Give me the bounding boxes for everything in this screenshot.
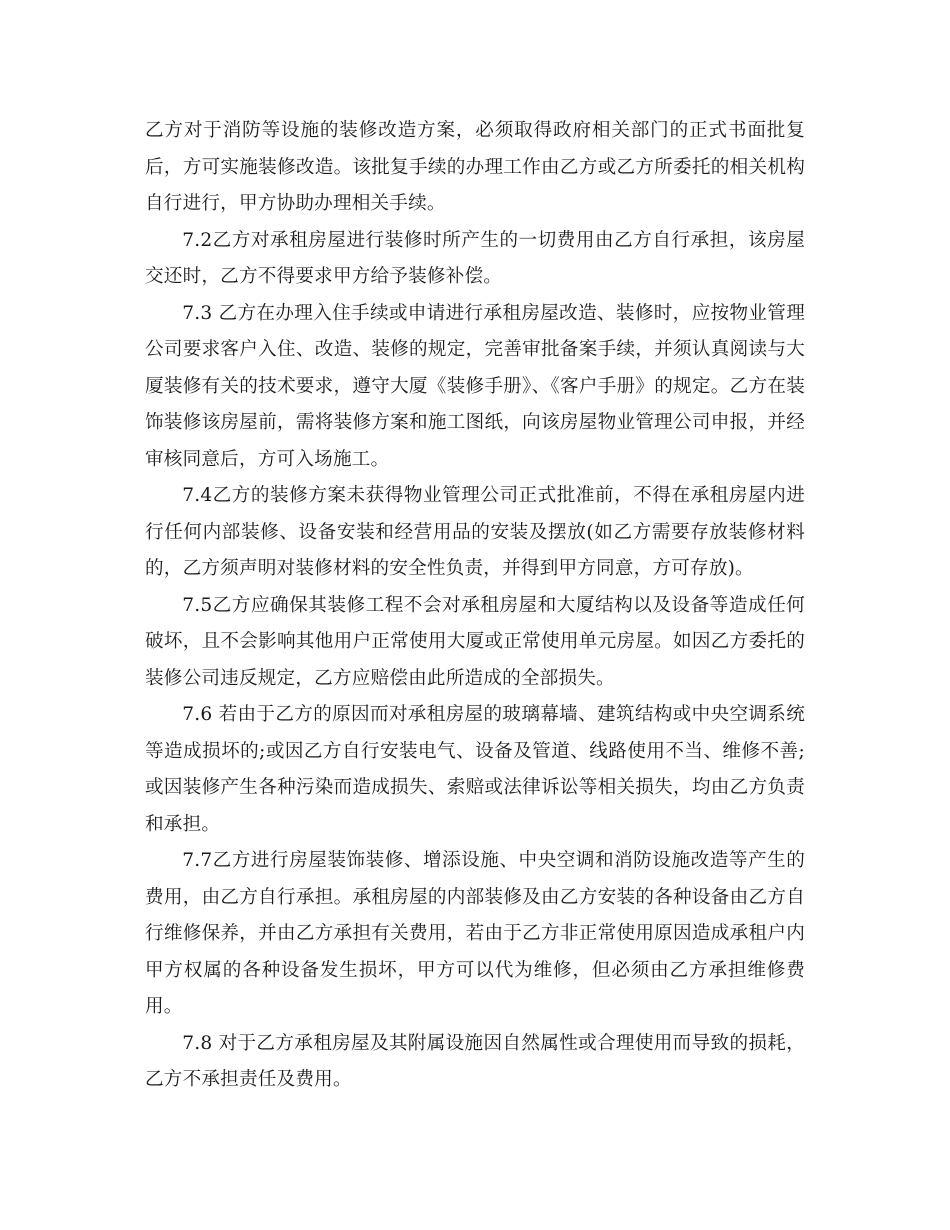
clause-7-6: 7.6 若由于乙方的原因而对承租房屋的玻璃幕墙、建筑结构或中央空调系统等造成损坏的;或因乙方自行安装电气、设备及管道、线路使用不当、维修不善;或因装修产生各种污染而造成损失、索赔或法律诉讼等相关损失，均由乙方负责和承担。	[145, 704, 805, 835]
clause-7-7: 7.7乙方进行房屋装饰装修、增添设施、中央空调和消防设施改造等产生的费用，由乙方自行承担。承租房屋的内部装修及由乙方安装的各种设备由乙方自行维修保养，并由乙方承担有关费用，若由于乙方非正常使用原因造成承租户内甲方权属的各种设备发生损坏，甲方可以代为维修，但必须由乙方承担维修费用。	[145, 850, 805, 1017]
clause-7-3: 7.3 乙方在办理入住手续或申请进行承租房屋改造、装修时，应按物业管理公司要求客户入住、改造、装修的规定，完善审批备案手续，并须认真阅读与大厦装修有关的技术要求，遵守大厦《装修手册》、《客户手册》的规定。乙方在装饰装修该房屋前，需将装修方案和施工图纸，向该房屋物业管理公司申报，并经审核同意后，方可入场施工。	[145, 302, 805, 470]
clause-7-2: 7.2乙方对承租房屋进行装修时所产生的一切费用由乙方自行承担，该房屋交还时，乙方不得要求甲方给予装修补偿。	[145, 229, 805, 287]
document-body	[145, 113, 805, 1099]
clause-7-5: 7.5乙方应确保其装修工程不会对承租房屋和大厦结构以及设备等造成任何破坏，且不会影响其他用户正常使用大厦或正常使用单元房屋。如因乙方委托的装修公司违反规定，乙方应赔偿由此所造成的全部损失。	[145, 594, 805, 689]
clause-7-4: 7.4乙方的装修方案未获得物业管理公司正式批准前，不得在承租房屋内进行任何内部装修、设备安装和经营用品的安装及摆放(如乙方需要存放装修材料的，乙方须声明对装修材料的安全性负责，并得到甲方同意，方可存放)。	[145, 485, 805, 579]
clause-7-8: 7.8 对于乙方承租房屋及其附属设施因自然属性或合理使用而导致的损耗，乙方不承担责任及费用。	[145, 1032, 805, 1090]
paragraph-continuation: 乙方对于消防等设施的装修改造方案，必须取得政府相关部门的正式书面批复后，方可实施装修改造。该批复手续的办理工作由乙方或乙方所委托的相关机构自行进行，甲方协助办理相关手续。	[145, 120, 805, 214]
